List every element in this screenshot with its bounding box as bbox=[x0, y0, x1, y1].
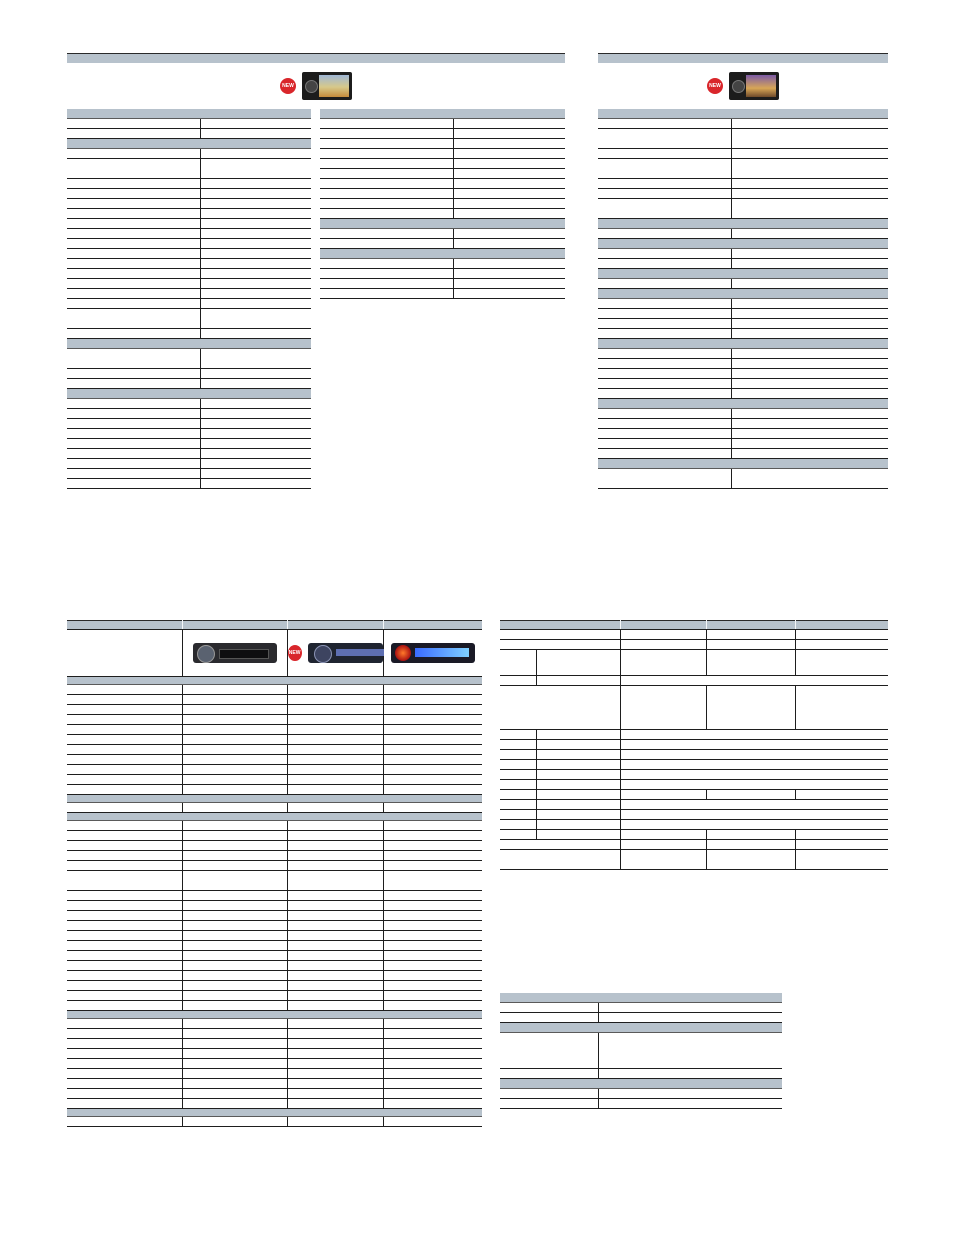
spec-label-cell bbox=[598, 149, 732, 158]
spec-value-cell bbox=[454, 199, 565, 208]
spec-row bbox=[67, 229, 311, 239]
spec-value-cell bbox=[201, 239, 311, 248]
spec-label-cell bbox=[598, 329, 732, 338]
spec-row bbox=[598, 179, 888, 189]
spec-row bbox=[67, 199, 311, 209]
spec-value-cell bbox=[732, 429, 888, 438]
spec-row bbox=[598, 279, 888, 289]
section-header-bar bbox=[67, 389, 311, 399]
spec-value-cell bbox=[599, 1069, 782, 1078]
spec-value-cell bbox=[732, 299, 888, 308]
spec-label-cell bbox=[67, 349, 201, 368]
spec-value-cell bbox=[201, 379, 311, 388]
section-header-bar bbox=[500, 1023, 782, 1033]
spec-value-cell bbox=[201, 399, 311, 408]
spec-label-cell bbox=[67, 279, 201, 288]
comparison-table-head-units bbox=[67, 620, 482, 1127]
spec-row bbox=[598, 409, 888, 419]
spec-value-cell bbox=[732, 259, 888, 268]
spec-label-cell bbox=[598, 119, 732, 128]
spec-value-cell bbox=[201, 189, 311, 198]
spec-block-nav-right bbox=[598, 53, 888, 109]
spec-value-cell bbox=[454, 289, 565, 298]
spec-value-cell bbox=[732, 179, 888, 188]
spec-row bbox=[67, 239, 311, 249]
spec-row bbox=[67, 409, 311, 419]
spec-label-cell bbox=[598, 299, 732, 308]
section-header-bar bbox=[500, 1079, 782, 1089]
spec-value-cell bbox=[201, 229, 311, 238]
spec-label-cell bbox=[67, 129, 201, 138]
spec-row bbox=[598, 429, 888, 439]
spec-label-cell bbox=[67, 239, 201, 248]
spec-label-cell bbox=[67, 179, 201, 188]
spec-row bbox=[320, 129, 565, 139]
spec-value-cell bbox=[732, 439, 888, 448]
spec-value-cell bbox=[732, 409, 888, 418]
spec-label-cell bbox=[500, 1033, 599, 1068]
spec-row bbox=[67, 249, 311, 259]
spec-row bbox=[67, 449, 311, 459]
spec-label-cell bbox=[67, 329, 201, 338]
spec-row bbox=[67, 219, 311, 229]
spec-value-cell bbox=[201, 479, 311, 488]
section-header-bar bbox=[67, 339, 311, 349]
spec-label-cell bbox=[67, 289, 201, 298]
spec-row bbox=[598, 359, 888, 369]
spec-value-cell bbox=[201, 459, 311, 468]
section-header-bar bbox=[320, 249, 565, 259]
spec-value-cell bbox=[201, 309, 311, 328]
spec-row bbox=[67, 469, 311, 479]
spec-label-cell bbox=[598, 259, 732, 268]
spec-value-cell bbox=[454, 279, 565, 288]
spec-label-cell bbox=[67, 429, 201, 438]
spec-row bbox=[67, 369, 311, 379]
spec-row bbox=[320, 169, 565, 179]
spec-label-cell bbox=[67, 399, 201, 408]
spec-value-cell bbox=[599, 1033, 782, 1068]
spec-row bbox=[320, 199, 565, 209]
spec-value-cell bbox=[732, 129, 888, 148]
spec-label-cell bbox=[67, 379, 201, 388]
spec-value-cell bbox=[454, 119, 565, 128]
spec-row bbox=[67, 129, 311, 139]
spec-value-cell bbox=[201, 349, 311, 368]
spec-value-cell bbox=[201, 259, 311, 268]
spec-value-cell bbox=[201, 209, 311, 218]
spec-label-cell bbox=[67, 419, 201, 428]
spec-value-cell bbox=[201, 159, 311, 178]
car-stereo-head-unit-image bbox=[193, 643, 277, 663]
spec-row bbox=[320, 179, 565, 189]
spec-label-cell bbox=[598, 319, 732, 328]
spec-label-cell bbox=[598, 409, 732, 418]
new-badge-icon: NEW bbox=[280, 78, 296, 94]
spec-row bbox=[67, 479, 311, 489]
spec-row bbox=[598, 189, 888, 199]
spec-label-cell bbox=[67, 439, 201, 448]
spec-label-cell bbox=[320, 229, 454, 238]
spec-label-cell bbox=[67, 259, 201, 268]
spec-value-cell bbox=[201, 249, 311, 258]
spec-value-cell bbox=[732, 329, 888, 338]
spec-row bbox=[320, 149, 565, 159]
spec-label-cell bbox=[598, 309, 732, 318]
spec-table-nav-right bbox=[598, 109, 888, 489]
spec-row bbox=[500, 1099, 782, 1109]
spec-row bbox=[598, 439, 888, 449]
spec-label-cell bbox=[67, 299, 201, 308]
spec-value-cell bbox=[201, 179, 311, 188]
spec-row bbox=[67, 459, 311, 469]
spec-row bbox=[320, 289, 565, 299]
spec-label-cell bbox=[598, 199, 732, 218]
product-image-row bbox=[598, 63, 888, 109]
spec-value-cell bbox=[454, 269, 565, 278]
spec-label-cell bbox=[500, 1003, 599, 1012]
spec-label-cell bbox=[598, 379, 732, 388]
spec-row bbox=[500, 1013, 782, 1023]
spec-value-cell bbox=[201, 409, 311, 418]
spec-row bbox=[598, 319, 888, 329]
spec-row bbox=[598, 349, 888, 359]
spec-value-cell bbox=[732, 369, 888, 378]
spec-row bbox=[67, 179, 311, 189]
spec-value-cell bbox=[201, 119, 311, 128]
section-header-bar bbox=[67, 109, 311, 119]
spec-value-cell bbox=[599, 1089, 782, 1098]
spec-row bbox=[320, 239, 565, 249]
spec-row bbox=[320, 259, 565, 269]
spec-row bbox=[320, 279, 565, 289]
spec-value-cell bbox=[732, 249, 888, 258]
spec-table-nav-col1 bbox=[67, 109, 311, 489]
spec-table-small bbox=[500, 993, 782, 1109]
section-header-bar bbox=[598, 339, 888, 349]
spec-label-cell bbox=[598, 469, 732, 488]
spec-row bbox=[598, 469, 888, 489]
spec-value-cell bbox=[201, 439, 311, 448]
spec-table-nav-col2 bbox=[320, 109, 565, 299]
spec-label-cell bbox=[598, 129, 732, 148]
spec-block-nav-left bbox=[67, 53, 565, 109]
spec-label-cell bbox=[67, 479, 201, 488]
new-badge-icon: NEW bbox=[288, 645, 302, 661]
section-header-bar bbox=[320, 109, 565, 119]
spec-row bbox=[320, 229, 565, 239]
spec-row bbox=[320, 119, 565, 129]
navigation-unit-image bbox=[729, 72, 779, 100]
spec-value-cell bbox=[201, 329, 311, 338]
spec-value-cell bbox=[201, 419, 311, 428]
spec-row bbox=[598, 119, 888, 129]
spec-value-cell bbox=[454, 139, 565, 148]
spec-label-cell bbox=[67, 219, 201, 228]
section-header-bar bbox=[67, 139, 311, 149]
spec-value-cell bbox=[454, 129, 565, 138]
spec-row bbox=[67, 149, 311, 159]
spec-label-cell bbox=[67, 149, 201, 158]
spec-row bbox=[598, 309, 888, 319]
spec-value-cell bbox=[201, 429, 311, 438]
spec-label-cell bbox=[320, 149, 454, 158]
spec-row bbox=[500, 1003, 782, 1013]
spec-value-cell bbox=[201, 219, 311, 228]
spec-label-cell bbox=[598, 179, 732, 188]
spec-value-cell bbox=[454, 159, 565, 168]
spec-row bbox=[67, 119, 311, 129]
comparison-table-right bbox=[500, 620, 888, 870]
spec-row bbox=[598, 149, 888, 159]
spec-row bbox=[67, 309, 311, 329]
spec-value-cell bbox=[732, 279, 888, 288]
spec-label-cell bbox=[500, 1089, 599, 1098]
spec-row bbox=[320, 269, 565, 279]
spec-label-cell bbox=[67, 189, 201, 198]
section-header-bar bbox=[320, 219, 565, 229]
spec-row bbox=[67, 259, 311, 269]
spec-label-cell bbox=[320, 199, 454, 208]
spec-label-cell bbox=[67, 119, 201, 128]
spec-row bbox=[67, 399, 311, 409]
spec-row bbox=[598, 369, 888, 379]
spec-row bbox=[598, 419, 888, 429]
spec-label-cell bbox=[320, 139, 454, 148]
spec-row bbox=[67, 269, 311, 279]
spec-value-cell bbox=[201, 469, 311, 478]
spec-label-cell bbox=[67, 469, 201, 478]
spec-label-cell bbox=[598, 349, 732, 358]
spec-label-cell bbox=[67, 459, 201, 468]
spec-row bbox=[598, 159, 888, 179]
spec-value-cell bbox=[732, 319, 888, 328]
spec-row bbox=[67, 299, 311, 309]
spec-label-cell bbox=[320, 239, 454, 248]
spec-value-cell bbox=[732, 119, 888, 128]
spec-label-cell bbox=[500, 1099, 599, 1108]
spec-label-cell bbox=[67, 209, 201, 218]
section-header-bar bbox=[598, 219, 888, 229]
spec-label-cell bbox=[598, 249, 732, 258]
spec-label-cell bbox=[598, 439, 732, 448]
spec-value-cell bbox=[732, 449, 888, 458]
spec-label-cell bbox=[320, 169, 454, 178]
spec-row bbox=[500, 1089, 782, 1099]
spec-label-cell bbox=[67, 369, 201, 378]
product-image-row bbox=[67, 63, 565, 109]
spec-value-cell bbox=[454, 169, 565, 178]
spec-label-cell bbox=[320, 259, 454, 268]
spec-value-cell bbox=[201, 449, 311, 458]
car-stereo-head-unit-image bbox=[391, 643, 475, 663]
spec-label-cell bbox=[67, 309, 201, 328]
section-header-bar bbox=[598, 239, 888, 249]
section-header-bar bbox=[598, 109, 888, 119]
spec-value-cell bbox=[454, 149, 565, 158]
spec-value-cell bbox=[201, 369, 311, 378]
spec-value-cell bbox=[732, 189, 888, 198]
spec-label-cell bbox=[598, 389, 732, 398]
spec-value-cell bbox=[732, 469, 888, 488]
spec-label-cell bbox=[67, 269, 201, 278]
spec-row bbox=[598, 199, 888, 219]
spec-row bbox=[500, 1069, 782, 1079]
spec-row bbox=[67, 429, 311, 439]
spec-value-cell bbox=[454, 239, 565, 248]
spec-row bbox=[598, 329, 888, 339]
spec-label-cell bbox=[598, 189, 732, 198]
spec-label-cell bbox=[320, 179, 454, 188]
section-header-bar bbox=[598, 459, 888, 469]
spec-value-cell bbox=[732, 349, 888, 358]
spec-row bbox=[67, 349, 311, 369]
spec-value-cell bbox=[201, 269, 311, 278]
spec-value-cell bbox=[454, 189, 565, 198]
spec-row bbox=[598, 449, 888, 459]
spec-value-cell bbox=[732, 159, 888, 178]
spec-row bbox=[320, 159, 565, 169]
spec-value-cell bbox=[732, 229, 888, 238]
spec-row bbox=[67, 189, 311, 199]
spec-row bbox=[67, 419, 311, 429]
spec-row bbox=[598, 129, 888, 149]
spec-label-cell bbox=[320, 289, 454, 298]
spec-value-cell bbox=[201, 129, 311, 138]
spec-value-cell bbox=[599, 1013, 782, 1022]
section-header-bar bbox=[598, 289, 888, 299]
spec-label-cell bbox=[598, 429, 732, 438]
spec-label-cell bbox=[67, 159, 201, 178]
spec-label-cell bbox=[67, 229, 201, 238]
spec-row bbox=[67, 329, 311, 339]
spec-label-cell bbox=[320, 119, 454, 128]
spec-value-cell bbox=[454, 179, 565, 188]
spec-row bbox=[598, 389, 888, 399]
navigation-unit-image bbox=[302, 72, 352, 100]
spec-label-cell bbox=[500, 1069, 599, 1078]
spec-row bbox=[67, 159, 311, 179]
spec-value-cell bbox=[732, 359, 888, 368]
spec-value-cell bbox=[732, 379, 888, 388]
section-header-bar bbox=[598, 399, 888, 409]
spec-label-cell bbox=[67, 449, 201, 458]
spec-value-cell bbox=[732, 419, 888, 428]
spec-row bbox=[320, 209, 565, 219]
spec-value-cell bbox=[201, 149, 311, 158]
spec-value-cell bbox=[732, 389, 888, 398]
spec-value-cell bbox=[454, 229, 565, 238]
spec-value-cell bbox=[599, 1003, 782, 1012]
spec-label-cell bbox=[320, 189, 454, 198]
spec-value-cell bbox=[732, 199, 888, 218]
section-header-bar bbox=[500, 993, 782, 1003]
spec-label-cell bbox=[320, 129, 454, 138]
spec-label-cell bbox=[598, 279, 732, 288]
spec-row bbox=[500, 1033, 782, 1069]
spec-label-cell bbox=[67, 249, 201, 258]
spec-row bbox=[67, 279, 311, 289]
spec-label-cell bbox=[598, 229, 732, 238]
new-badge-icon: NEW bbox=[707, 78, 723, 94]
spec-row bbox=[67, 209, 311, 219]
spec-value-cell bbox=[201, 299, 311, 308]
spec-value-cell bbox=[201, 199, 311, 208]
spec-label-cell bbox=[320, 279, 454, 288]
spec-label-cell bbox=[67, 199, 201, 208]
spec-row bbox=[67, 379, 311, 389]
model-header-bar bbox=[598, 53, 888, 63]
spec-label-cell bbox=[598, 369, 732, 378]
spec-value-cell bbox=[454, 259, 565, 268]
spec-label-cell bbox=[320, 159, 454, 168]
spec-label-cell bbox=[598, 359, 732, 368]
spec-label-cell bbox=[67, 409, 201, 418]
spec-row bbox=[598, 229, 888, 239]
spec-value-cell bbox=[454, 209, 565, 218]
spec-row bbox=[320, 139, 565, 149]
car-stereo-head-unit-image bbox=[308, 643, 383, 663]
spec-label-cell bbox=[598, 419, 732, 428]
model-header-bar bbox=[67, 53, 565, 63]
spec-label-cell bbox=[320, 269, 454, 278]
spec-row bbox=[67, 439, 311, 449]
spec-row bbox=[598, 249, 888, 259]
spec-value-cell bbox=[599, 1099, 782, 1108]
spec-label-cell bbox=[320, 209, 454, 218]
spec-value-cell bbox=[201, 279, 311, 288]
spec-label-cell bbox=[500, 1013, 599, 1022]
spec-value-cell bbox=[201, 289, 311, 298]
spec-label-cell bbox=[598, 449, 732, 458]
section-header-bar bbox=[598, 269, 888, 279]
spec-row bbox=[598, 379, 888, 389]
spec-value-cell bbox=[732, 309, 888, 318]
spec-label-cell bbox=[598, 159, 732, 178]
spec-row bbox=[598, 299, 888, 309]
spec-value-cell bbox=[732, 149, 888, 158]
spec-row bbox=[320, 189, 565, 199]
spec-row bbox=[67, 289, 311, 299]
spec-row bbox=[598, 259, 888, 269]
